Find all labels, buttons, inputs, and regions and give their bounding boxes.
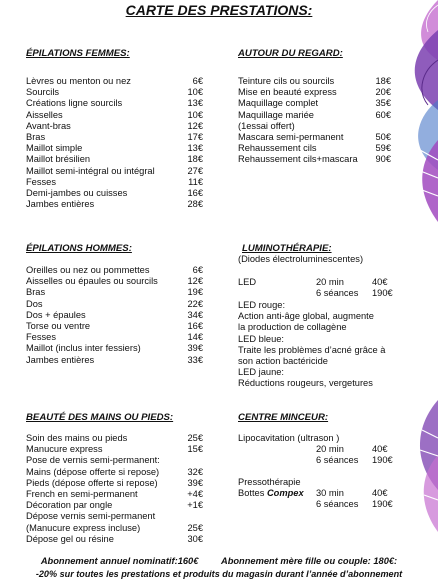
- item-price: 90€: [375, 154, 391, 165]
- item-price: 33€: [187, 354, 203, 365]
- list-item: [26, 523, 203, 534]
- list-item: [238, 132, 391, 143]
- list-item: [238, 444, 412, 455]
- list-item: [26, 188, 203, 199]
- item-price: 19€: [187, 287, 203, 298]
- led-detail-line: LED jaune:: [238, 367, 284, 378]
- section-title-luminotherapie: LUMINOTHÉRAPIE:: [242, 243, 332, 254]
- abonnement-annuel: Abonnement annuel nominatif:160€: [40, 556, 199, 566]
- item-label: Maillot semi-intégral ou intégral: [26, 165, 155, 176]
- item-price: 40€: [372, 444, 388, 454]
- item-price: 190€: [372, 455, 393, 466]
- item-price: 18€: [187, 154, 203, 165]
- section-title-beaute-mains-pieds: BEAUTÉ DES MAINS OU PIEDS:: [26, 412, 174, 423]
- list-item: [238, 455, 412, 466]
- item-label: Créations ligne sourcils: [26, 98, 123, 109]
- list-item: [26, 467, 203, 478]
- item-label: Rehaussement cils: [238, 143, 317, 154]
- item-price: 22€: [187, 298, 203, 309]
- section-title-centre-minceur: CENTRE MINCEUR:: [238, 412, 329, 423]
- item-price: 50€: [375, 132, 391, 143]
- led-detail-line: son action bactéricide: [238, 356, 328, 367]
- list-item: [238, 98, 391, 109]
- item-price: 35€: [375, 98, 391, 109]
- item-price: 20€: [375, 87, 391, 98]
- item-label: Avant-bras: [26, 120, 71, 131]
- item-label: Maillot simple: [26, 143, 83, 154]
- item-label: Demi-jambes ou cuisses: [26, 188, 128, 199]
- item-price: 39€: [187, 343, 203, 354]
- item-price: 12€: [187, 276, 203, 287]
- item-label: Dépose gel ou résine: [26, 533, 114, 544]
- item-price: 17€: [187, 132, 203, 143]
- item-label: Torse ou ventre: [26, 321, 91, 332]
- list-item: [26, 265, 203, 276]
- item-label: Aisselles: [26, 109, 63, 120]
- list-item: [26, 110, 203, 121]
- item-label: Fesses: [26, 332, 56, 343]
- list-beaute-mains-pieds: [26, 433, 203, 545]
- item-label: Manucure express: [26, 444, 103, 455]
- list-item: [238, 121, 391, 132]
- item-label: Jambes entières: [26, 199, 95, 210]
- item-price: 6€: [192, 265, 203, 275]
- abonnement-mere-fille: Abonnement mère fille ou couple: 180€:: [220, 556, 398, 566]
- item-duration: 6 séances: [316, 499, 359, 510]
- section-title-autour-du-regard: AUTOUR DU REGARD:: [238, 48, 343, 59]
- list-item: [26, 511, 203, 522]
- item-duration: 6 séances: [316, 288, 359, 299]
- item-label: Aisselles ou épaules ou sourcils: [26, 276, 158, 287]
- item-duration: 20 min: [316, 444, 344, 454]
- item-price: 16€: [187, 321, 203, 332]
- item-label: Bras: [26, 287, 46, 298]
- item-price: 6€: [192, 76, 203, 86]
- item-label: Dos + épaules: [26, 309, 86, 320]
- list-item: [26, 166, 203, 177]
- item-price: 18€: [375, 76, 391, 86]
- list-item: [238, 277, 412, 288]
- list-item: [26, 276, 203, 287]
- footer-remise: -20% sur toutes les prestations et produits du magasin durant l’année d’abonnement: [35, 569, 403, 579]
- list-item: [238, 76, 391, 87]
- list-item: [26, 500, 203, 511]
- item-label: Bras: [26, 132, 46, 143]
- item-price: 11€: [188, 176, 203, 187]
- list-item: [26, 287, 203, 298]
- list-item: [26, 343, 203, 354]
- brand-compex: Compex: [266, 488, 304, 498]
- led-detail-line: LED rouge:: [238, 300, 286, 310]
- lipocavitation-prices: [238, 444, 412, 466]
- item-price: 27€: [187, 165, 203, 176]
- list-item: [26, 76, 203, 87]
- item-label: Dos: [26, 298, 43, 309]
- item-label: Jambes entières: [26, 354, 95, 365]
- item-label: Mise en beauté express: [238, 87, 337, 98]
- footer-abonnements: [0, 556, 438, 567]
- led-detail-line: LED bleue:: [238, 333, 284, 344]
- page-title: CARTE DES PRESTATIONS:: [125, 2, 313, 18]
- item-price: 40€: [372, 488, 388, 498]
- item-duration: 20 min: [316, 277, 344, 287]
- item-label: Rehaussement cils+mascara: [238, 154, 358, 165]
- led-detail-line: la production de collagène: [238, 322, 347, 333]
- item-price: 30€: [187, 533, 203, 544]
- luminotherapie-details: [238, 300, 385, 390]
- item-label: Soin des mains ou pieds: [26, 433, 128, 443]
- item-price: 10€: [187, 109, 203, 120]
- luminotherapie-subtitle: (Diodes électroluminescentes): [238, 254, 364, 264]
- item-duration: 6 séances: [316, 455, 359, 466]
- item-label: Pose de vernis semi-permanent:: [26, 455, 160, 466]
- item-price: 16€: [187, 188, 203, 199]
- bottes-label: [238, 488, 316, 499]
- item-price: +4€: [187, 489, 203, 500]
- item-label: Mascara semi-permanent: [238, 132, 344, 143]
- list-epilations-femmes: [26, 76, 203, 210]
- list-item: [26, 143, 203, 154]
- item-label: Décoration par ongle: [26, 500, 113, 511]
- list-item: [26, 154, 203, 165]
- item-price: 190€: [372, 499, 393, 510]
- list-item: [238, 87, 391, 98]
- led-prices: [238, 277, 412, 299]
- item-price: 10€: [187, 87, 203, 98]
- item-label: Mains (dépose offerte si repose): [26, 466, 160, 477]
- item-label: Maquillage mariée: [238, 109, 314, 120]
- item-label: Pieds (dépose offerte si repose): [26, 477, 158, 488]
- list-item: [238, 499, 412, 510]
- item-price: 32€: [187, 466, 203, 477]
- list-epilations-hommes: [26, 265, 203, 366]
- item-price: 25€: [187, 522, 203, 533]
- led-detail-line: Action anti-âge global, augmente: [238, 311, 374, 322]
- list-item: [26, 489, 203, 500]
- item-price: 13€: [187, 143, 203, 154]
- item-label: Sourcils: [26, 87, 60, 98]
- item-label: Lèvres ou menton ou nez: [26, 76, 131, 86]
- item-price: 34€: [187, 309, 203, 320]
- list-item: [26, 433, 203, 444]
- list-item: [26, 199, 203, 210]
- item-price: 39€: [187, 477, 203, 488]
- list-item: [238, 288, 412, 299]
- item-price: 25€: [187, 433, 203, 443]
- list-item: [238, 110, 391, 121]
- item-price: 14€: [187, 332, 203, 343]
- list-item: [26, 121, 203, 132]
- item-price: 59€: [375, 143, 391, 154]
- list-item: [26, 534, 203, 545]
- decorative-leaves-top: [398, 0, 438, 225]
- item-duration: 30 min: [316, 488, 344, 498]
- list-item: [238, 154, 391, 165]
- list-item: [26, 444, 203, 455]
- led-label: LED: [238, 277, 257, 287]
- list-item: [238, 143, 391, 154]
- list-item: [26, 355, 203, 366]
- item-label: Maillot (inclus inter fessiers): [26, 343, 141, 354]
- bottes-text: Bottes: [238, 488, 267, 498]
- item-label: Fesses: [26, 176, 56, 187]
- item-label: French en semi-permanent: [26, 489, 138, 500]
- item-label: Maillot brésilien: [26, 154, 91, 165]
- lipocavitation-label: Lipocavitation (ultrason ): [238, 433, 340, 443]
- item-label: (1essai offert): [238, 120, 295, 131]
- section-title-epilations-femmes: ÉPILATIONS FEMMES:: [26, 48, 130, 59]
- item-price: 12€: [187, 120, 203, 131]
- item-label: Oreilles ou nez ou pommettes: [26, 265, 150, 275]
- list-autour-du-regard: [238, 76, 391, 166]
- pressotherapie-label: Pressothérapie: [238, 477, 301, 487]
- item-label: Maquillage complet: [238, 98, 319, 109]
- item-price: +1€: [187, 500, 203, 511]
- item-label: (Manucure express incluse): [26, 522, 141, 533]
- item-price: 28€: [187, 199, 203, 210]
- list-item: [26, 478, 203, 489]
- list-item: [26, 299, 203, 310]
- item-price: 60€: [375, 109, 391, 120]
- item-price: 13€: [187, 98, 203, 109]
- pressotherapie-prices: [238, 488, 412, 510]
- item-label: Dépose vernis semi-permanent: [26, 511, 156, 522]
- list-item: [26, 455, 203, 466]
- item-price: 190€: [372, 288, 393, 299]
- list-item: [26, 321, 203, 332]
- item-label: Teinture cils ou sourcils: [238, 76, 335, 86]
- item-price: 40€: [372, 277, 388, 287]
- list-item: [238, 488, 412, 499]
- list-item: [26, 332, 203, 343]
- decorative-leaves-bottom: [398, 400, 438, 535]
- list-item: [26, 98, 203, 109]
- item-price: 15€: [187, 444, 203, 455]
- led-detail-line: Traite les problèmes d’acné grâce à: [238, 344, 386, 355]
- list-item: [26, 310, 203, 321]
- list-item: [26, 87, 203, 98]
- led-detail-line: Réductions rougeurs, vergetures: [238, 378, 373, 389]
- list-item: [26, 132, 203, 143]
- section-title-epilations-hommes: ÉPILATIONS HOMMES:: [26, 243, 132, 254]
- list-item: [26, 177, 203, 188]
